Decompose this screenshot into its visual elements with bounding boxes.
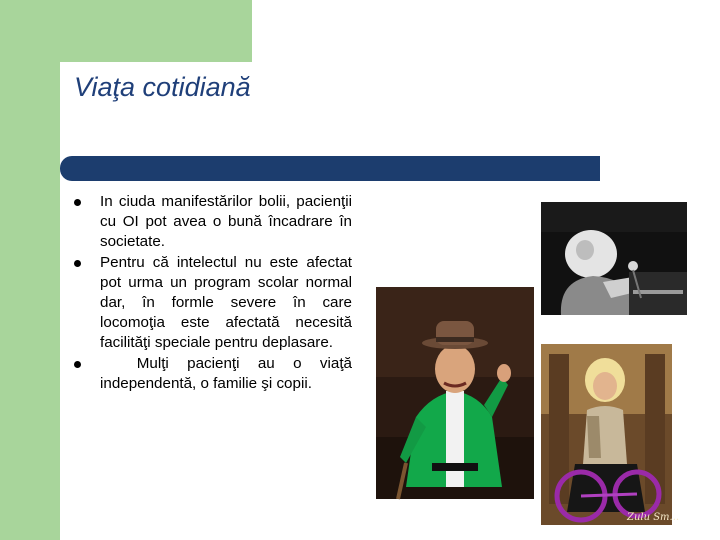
bullet-item [74,354,357,394]
bullet-text: Pentru că intelectul nu este afectat pot urma un program scolar normal dar, în formle severe în care locomoţia este afectată necesită facilităţi speciale pentru deplasare. [100,253,352,352]
bullet-text: In ciuda manifestărilor bolii, pacienţii cu OI pot avea o bună încadrare în societate. [100,193,352,251]
photo-woman-wheelchair [541,344,680,525]
photo-musician-bw [541,202,687,315]
bullet-dot-icon [74,260,81,267]
green-side-band [0,0,60,540]
bullet-dot-icon [74,199,81,206]
green-top-band [0,0,252,62]
title-underline-bar [60,156,600,181]
slide-title: Viaţa cotidiană [74,72,251,102]
bullet-item [74,253,352,354]
bullet-dot-icon [74,361,81,368]
svg-text:Zulu Sm...: Zulu Sm... [627,512,680,523]
photo-man-green-shirt [376,287,534,499]
bullet-text: Mulţi pacienţi au o viaţă independentă, o familie şi copii. [100,354,357,392]
bullet-item [74,192,352,253]
bullet-list [74,192,357,394]
